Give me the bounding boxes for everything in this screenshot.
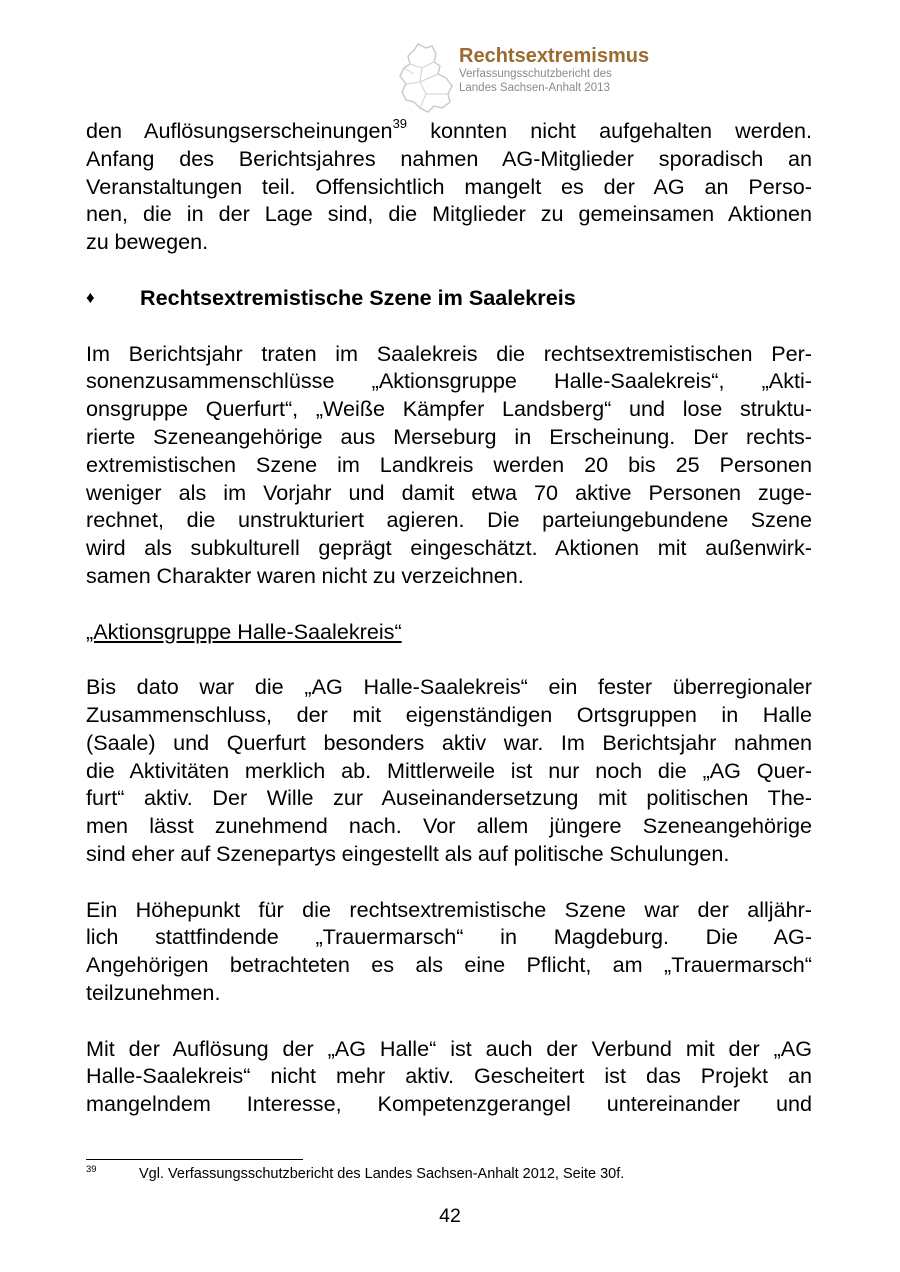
paragraph-4 bbox=[86, 896, 812, 1007]
paragraph-line: Im Berichtsjahr traten im Saalekreis die rechtsextremistischen Per- bbox=[86, 340, 812, 366]
paragraph-line: den Auflösungserscheinungen$^{39}$ konnten nicht aufgehalten werden. bbox=[86, 115, 813, 143]
section-heading bbox=[86, 284, 812, 312]
paragraph-line: Angehörigen betrachteten es als eine Pflicht, am „Trauermarsch“ bbox=[86, 952, 812, 978]
paragraph-line: teilzunehmen. bbox=[86, 979, 221, 1005]
paragraph-line: mangelndem Interesse, Kompetenzgerangel untereinander und bbox=[86, 1091, 812, 1117]
footnote-separator bbox=[86, 1159, 303, 1160]
paragraph-line: die Aktivitäten merklich ab. Mittlerweile ist nur noch die „AG Quer- bbox=[86, 757, 812, 783]
header-title: Rechtsextremismus bbox=[459, 45, 650, 67]
paragraph-3 bbox=[86, 673, 812, 868]
paragraph-line: (Saale) und Querfurt besonders aktiv war. Im Berichtsjahr nahmen bbox=[86, 729, 812, 755]
paragraph-1 bbox=[86, 117, 812, 256]
paragraph-line: sonenzusammenschlüsse „Aktionsgruppe Halle-Saalekreis“, „Akti- bbox=[86, 368, 812, 394]
paragraph-line: nen, die in der Lage sind, die Mitglieder zu gemeinsamen Aktionen bbox=[86, 201, 812, 227]
footnote-number: 39 bbox=[86, 1164, 97, 1175]
paragraph-line: sind eher auf Szenepartys eingestellt als auf politische Schulungen. bbox=[86, 840, 730, 866]
paragraph-line: Anfang des Berichtsjahres nahmen AG-Mitglieder sporadisch an bbox=[86, 145, 812, 171]
paragraph-line: extremistischen Szene im Landkreis werden 20 bis 25 Personen bbox=[86, 451, 812, 477]
paragraph-line: Bis dato war die „AG Halle-Saalekreis“ ein fester überregionaler bbox=[86, 674, 812, 700]
paragraph-line: men lässt zunehmend nach. Vor allem jüngere Szeneangehörige bbox=[86, 813, 812, 839]
paragraph-line: Mit der Auflösung der „AG Halle“ ist auch der Verbund mit der „AG bbox=[86, 1035, 812, 1061]
subheading: „Aktionsgruppe Halle-Saalekreis“ bbox=[86, 618, 402, 644]
paragraph-line: samen Charakter waren nicht zu verzeichnen. bbox=[86, 562, 524, 588]
paragraph-2 bbox=[86, 340, 812, 590]
paragraph-5 bbox=[86, 1035, 812, 1118]
header-subtitle-line2: Landes Sachsen-Anhalt 2013 bbox=[459, 82, 610, 94]
paragraph-line: Veranstaltungen teil. Offensichtlich mangelt es der AG an Perso- bbox=[86, 173, 812, 199]
paragraph-line: weniger als im Vorjahr und damit etwa 70 aktive Personen zuge- bbox=[86, 479, 812, 505]
saxony-anhalt-map-icon bbox=[396, 42, 456, 114]
paragraph-line: Zusammenschluss, der mit eigenständigen Ortsgruppen in Halle bbox=[86, 701, 812, 727]
diamond-bullet-icon: ♦ bbox=[86, 287, 95, 307]
paragraph-line: lich stattfindende „Trauermarsch“ in Magdeburg. Die AG- bbox=[86, 924, 812, 950]
paragraph-line: onsgruppe Querfurt“, „Weiße Kämpfer Landsberg“ und lose struktu- bbox=[86, 396, 812, 422]
header-subtitle-line1: Verfassungsschutzbericht des bbox=[459, 68, 612, 80]
body-text bbox=[86, 117, 812, 1146]
paragraph-line: Halle-Saalekreis“ nicht mehr aktiv. Gescheitert ist das Projekt an bbox=[86, 1063, 812, 1089]
paragraph-line: zu bewegen. bbox=[86, 229, 209, 255]
paragraph-line: rierte Szeneangehörige aus Merseburg in Erscheinung. Der rechts- bbox=[86, 423, 812, 449]
paragraph-line: furt“ aktiv. Der Wille zur Auseinandersetzung mit politischen The- bbox=[86, 785, 812, 811]
section-heading-text: Rechtsextremistische Szene im Saalekreis bbox=[140, 284, 576, 310]
page-number: 42 bbox=[439, 1205, 461, 1227]
paragraph-line: wird als subkulturell geprägt eingeschätzt. Aktionen mit außenwirk- bbox=[86, 535, 812, 561]
page-header bbox=[396, 42, 696, 112]
paragraph-line: Ein Höhepunkt für die rechtsextremistische Szene war der alljähr- bbox=[86, 896, 812, 922]
footnote-reference: 39 bbox=[392, 115, 408, 131]
footnote-text: Vgl. Verfassungsschutzbericht des Landes Sachsen-Anhalt 2012, Seite 30f. bbox=[139, 1166, 625, 1182]
paragraph-line: rechnet, die unstrukturiert agieren. Die parteiungebundene Szene bbox=[86, 507, 812, 533]
